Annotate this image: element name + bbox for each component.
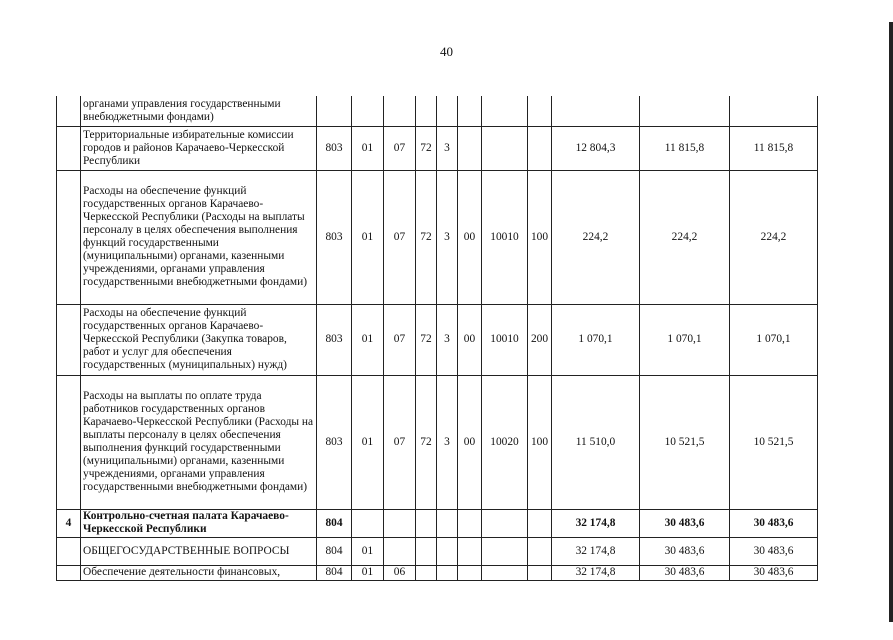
amount-year-1: 11 510,0 [552,375,640,509]
amount-year-3: 30 483,6 [730,565,818,580]
section-code [352,509,384,537]
direction-code [482,96,528,126]
expense-type-code [528,126,552,170]
event-code [458,565,482,580]
program-code [416,537,437,565]
ved-code: 804 [317,537,352,565]
amount-year-2: 30 483,6 [640,565,730,580]
subsection-code: 06 [384,565,416,580]
subprogram-code: 3 [437,375,458,509]
subprogram-code: 3 [437,170,458,304]
row-number [57,304,81,375]
section-code: 01 [352,304,384,375]
row-name: Расходы на обеспечение функций государственных органов Карачаево-Черкесской Республики (Расходы на выплаты персоналу в целях обеспечения выполнения функций государственными (муниципальными) органами, казенными учреждениями, органами управления государственными внебюджетными фондами) [81,170,317,304]
event-code [458,96,482,126]
direction-code [482,509,528,537]
budget-table [56,96,818,581]
row-name: Расходы на выплаты по оплате труда работников государственных органов Карачаево-Черкесской Республики (Расходы на выплаты персоналу в целях обеспечения выполнения функций государственными (муниципальными) органами, казенными учреждениями, органами управления государственными внебюджетными фондами) [81,375,317,509]
amount-year-2 [640,96,730,126]
subsection-code: 07 [384,375,416,509]
amount-year-1: 32 174,8 [552,509,640,537]
event-code: 00 [458,304,482,375]
table-row [57,537,818,565]
event-code: 00 [458,170,482,304]
row-number [57,170,81,304]
amount-year-3: 224,2 [730,170,818,304]
event-code [458,126,482,170]
direction-code [482,565,528,580]
expense-type-code: 100 [528,170,552,304]
program-code [416,565,437,580]
program-code: 72 [416,170,437,304]
expense-type-code: 100 [528,375,552,509]
ved-code: 803 [317,375,352,509]
program-code: 72 [416,375,437,509]
amount-year-1: 32 174,8 [552,565,640,580]
amount-year-2: 11 815,8 [640,126,730,170]
direction-code: 10010 [482,170,528,304]
amount-year-1: 1 070,1 [552,304,640,375]
amount-year-3: 1 070,1 [730,304,818,375]
amount-year-1: 32 174,8 [552,537,640,565]
direction-code [482,126,528,170]
row-name: Расходы на обеспечение функций государственных органов Карачаево-Черкесской Республики (Закупка товаров, работ и услуг для обеспечения государственных (муниципальных) нужд) [81,304,317,375]
subprogram-code [437,96,458,126]
amount-year-1 [552,96,640,126]
ved-code: 803 [317,304,352,375]
expense-type-code [528,537,552,565]
section-code: 01 [352,565,384,580]
table-row [57,170,818,304]
event-code: 00 [458,375,482,509]
page-number: 40 [440,44,453,59]
direction-code [482,537,528,565]
row-name: Контрольно-счетная палата Карачаево-Черкесской Республики [81,509,317,537]
table-row [57,126,818,170]
section-code: 01 [352,126,384,170]
subsection-code: 07 [384,304,416,375]
subsection-code [384,537,416,565]
amount-year-2: 224,2 [640,170,730,304]
amount-year-3: 10 521,5 [730,375,818,509]
subprogram-code [437,509,458,537]
subsection-code [384,96,416,126]
subsection-code: 07 [384,170,416,304]
row-number: 4 [57,509,81,537]
ved-code: 803 [317,170,352,304]
amount-year-3: 11 815,8 [730,126,818,170]
row-number [57,537,81,565]
subprogram-code: 3 [437,126,458,170]
row-name: Территориальные избирательные комиссии городов и районов Карачаево-Черкесской Республики [81,126,317,170]
row-name: Обеспечение деятельности финансовых, [81,565,317,580]
ved-code: 803 [317,126,352,170]
program-code [416,509,437,537]
program-code [416,96,437,126]
subprogram-code: 3 [437,304,458,375]
amount-year-3 [730,96,818,126]
scan-edge-shadow [889,22,893,622]
table-row [57,565,818,580]
expense-type-code [528,96,552,126]
table-row [57,304,818,375]
row-name: ОБЩЕГОСУДАРСТВЕННЫЕ ВОПРОСЫ [81,537,317,565]
amount-year-3: 30 483,6 [730,537,818,565]
expense-type-code [528,565,552,580]
program-code: 72 [416,304,437,375]
row-name: органами управления государственными внебюджетными фондами) [81,96,317,126]
amount-year-2: 10 521,5 [640,375,730,509]
amount-year-2: 1 070,1 [640,304,730,375]
event-code [458,537,482,565]
amount-year-2: 30 483,6 [640,537,730,565]
expense-type-code [528,509,552,537]
ved-code [317,96,352,126]
section-code: 01 [352,170,384,304]
section-code [352,96,384,126]
subsection-code [384,509,416,537]
ved-code: 804 [317,565,352,580]
table-row [57,509,818,537]
row-number [57,375,81,509]
table-row [57,96,818,126]
section-code: 01 [352,537,384,565]
subprogram-code [437,537,458,565]
expense-type-code: 200 [528,304,552,375]
amount-year-2: 30 483,6 [640,509,730,537]
table-row [57,375,818,509]
subprogram-code [437,565,458,580]
amount-year-1: 224,2 [552,170,640,304]
ved-code: 804 [317,509,352,537]
row-number [57,565,81,580]
program-code: 72 [416,126,437,170]
row-number [57,126,81,170]
direction-code: 10020 [482,375,528,509]
event-code [458,509,482,537]
section-code: 01 [352,375,384,509]
amount-year-3: 30 483,6 [730,509,818,537]
row-number [57,96,81,126]
direction-code: 10010 [482,304,528,375]
subsection-code: 07 [384,126,416,170]
amount-year-1: 12 804,3 [552,126,640,170]
